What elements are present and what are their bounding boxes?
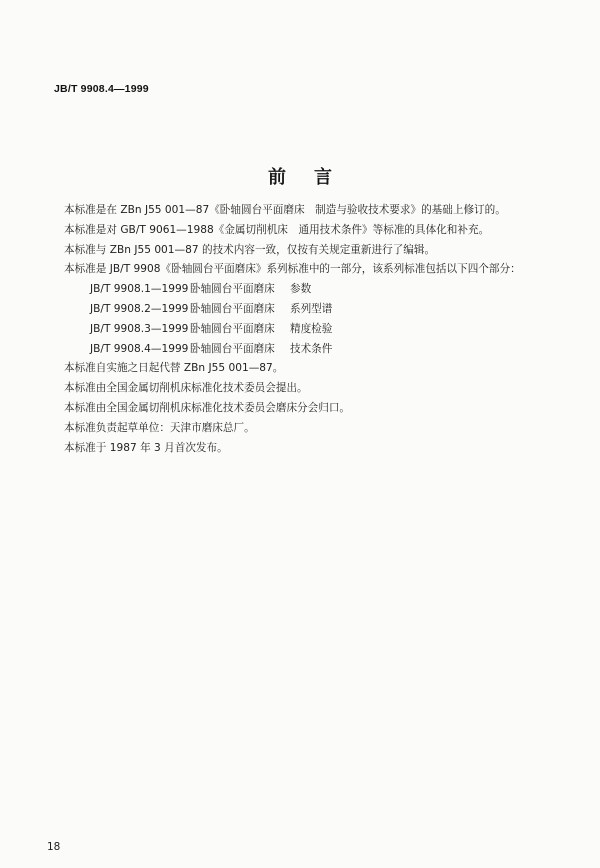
paragraph-responsible-committee: 本标准由全国金属切削机床标准化技术委员会磨床分会归口。 (64, 401, 351, 414)
series-part-title: 系列型谱 (290, 302, 333, 315)
series-part-item (64, 280, 564, 300)
paragraph-series-intro: 本标准是 JB/T 9908《卧轴圆台平面磨床》系列标准中的一部分，该系列标准包括以下四个部分： (64, 263, 521, 276)
paragraph-technical-content: 本标准与 ZBn J55 001—87 的技术内容一致，仅按有关规定重新进行了编辑。 (64, 243, 436, 256)
series-part-code: JB/T 9908.1—1999 (90, 283, 189, 296)
series-part-code: JB/T 9908.4—1999 (90, 342, 189, 355)
series-part-code: JB/T 9908.2—1999 (90, 302, 189, 315)
paragraph-replacement: 本标准自实施之日起代替 ZBn J55 001—87。 (64, 362, 284, 375)
paragraph-proposer: 本标准由全国金属切削机床标准化技术委员会提出。 (64, 382, 308, 395)
series-part-item (64, 300, 564, 320)
series-part-name: 卧轴圆台平面磨床 (190, 302, 275, 315)
paragraph-first-release: 本标准于 1987 年 3 月首次发布。 (64, 441, 228, 454)
series-part-name: 卧轴圆台平面磨床 (190, 283, 275, 296)
foreword-body (64, 201, 564, 458)
paragraph-revision-basis: 本标准是在 ZBn J55 001—87《卧轴圆台平面磨床 制造与验收技术要求》的基础上修订的。 (64, 204, 506, 216)
standard-number-header: JB/T 9908.4—1999 (54, 83, 149, 95)
series-part-item (64, 320, 564, 340)
paragraph-supplement: 本标准是对 GB/T 9061—1988《金属切削机床 通用技术条件》等标准的具体化和补充。 (64, 223, 490, 236)
series-part-name: 卧轴圆台平面磨床 (190, 342, 275, 355)
series-part-title: 精度检验 (290, 322, 333, 335)
paragraph-drafting-unit: 本标准负责起草单位：天津市磨床总厂。 (64, 421, 255, 434)
series-part-title: 参数 (290, 283, 312, 296)
page-title: 前言 (268, 167, 360, 188)
series-part-title: 技术条件 (290, 342, 333, 355)
series-part-item (64, 340, 564, 360)
page-number: 18 (47, 841, 61, 853)
series-part-code: JB/T 9908.3—1999 (90, 322, 189, 335)
series-part-name: 卧轴圆台平面磨床 (190, 322, 275, 335)
